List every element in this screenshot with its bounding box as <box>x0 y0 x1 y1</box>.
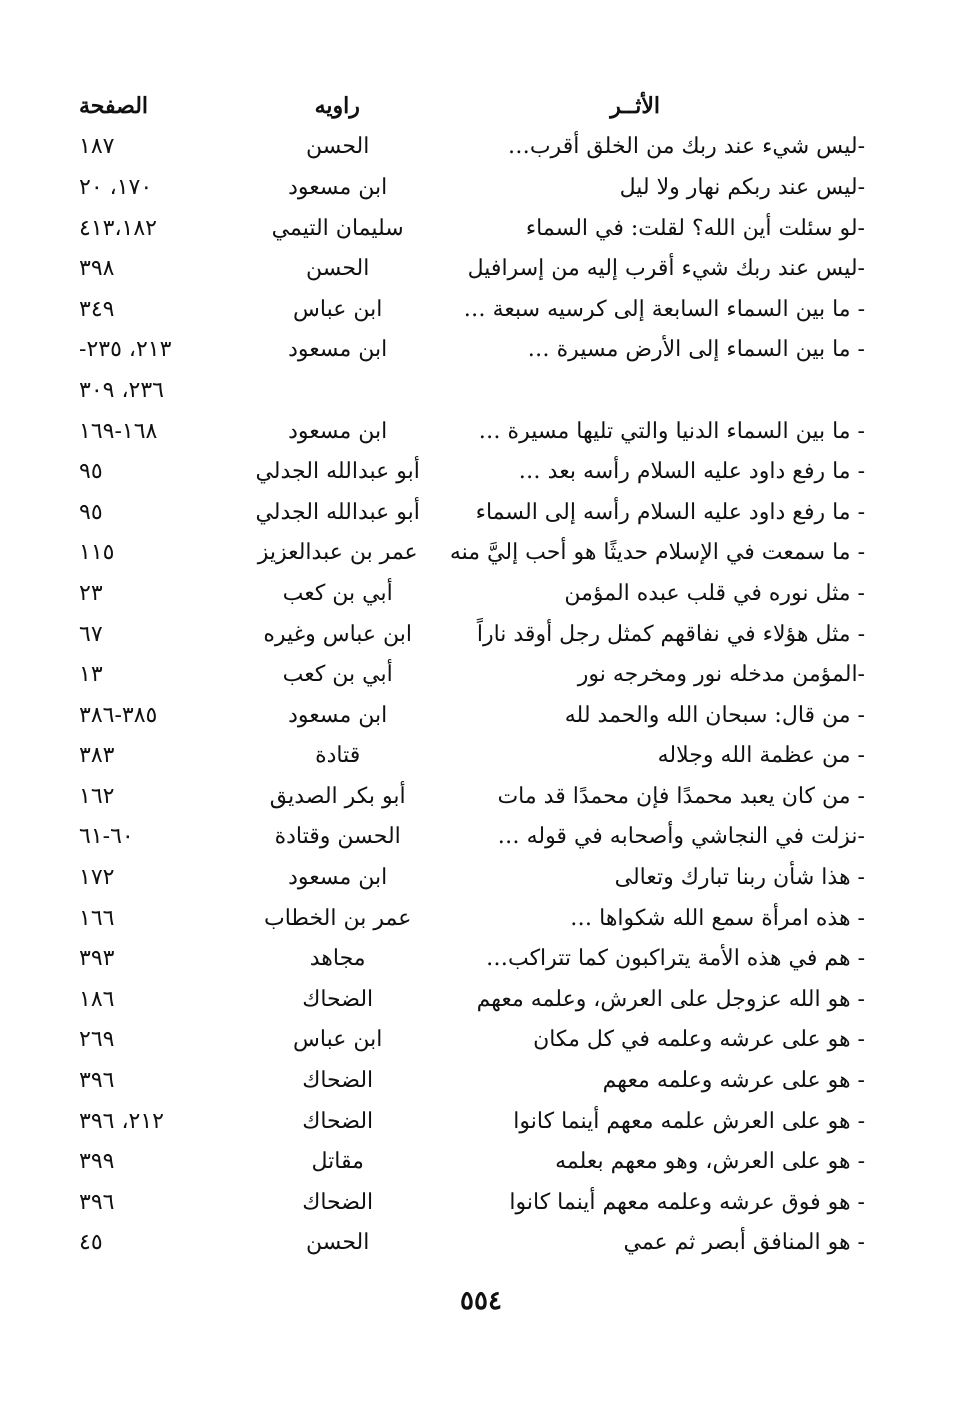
header-page: الصفحة <box>79 93 149 120</box>
table-row <box>75 370 865 411</box>
table-row <box>75 614 865 655</box>
page-refs: ٣٩٦ <box>79 1189 115 1215</box>
athar-text: - ما بين السماء إلى الأرض مسيرة … <box>527 337 865 363</box>
athar-text: - هو على العرش علمه معهم أينما كانوا <box>513 1108 865 1134</box>
rawi-name: الضحاك <box>302 986 374 1012</box>
athar-text: - ما بين السماء السابعة إلى كرسيه سبعة … <box>463 296 865 322</box>
page-refs: ١٨٧ <box>79 134 115 160</box>
page-refs: ١٧٠، ٢٠ <box>79 174 153 200</box>
table-row <box>75 695 865 736</box>
table-row <box>75 248 865 289</box>
table-row <box>75 1141 865 1182</box>
athar-text: -المؤمن مدخله نور ومخرجه نور <box>577 662 865 688</box>
rawi-name: الحسن وقتادة <box>274 824 401 850</box>
table-row <box>75 451 865 492</box>
page-refs: ٢٣٦، ٣٠٩ <box>79 377 164 403</box>
athar-text: -نزلت في النجاشي وأصحابه في قوله … <box>497 824 865 850</box>
athar-text: -ليس شيء عند ربك من الخلق أقرب… <box>507 134 865 160</box>
table-row <box>75 857 865 898</box>
athar-text: - مثل نوره في قلب عبده المؤمن <box>564 580 865 606</box>
page-refs: ٢٦٩ <box>79 1027 115 1053</box>
page-refs: ٢٣ <box>79 580 103 606</box>
table-row <box>75 1101 865 1142</box>
table-row <box>75 1182 865 1223</box>
table-row <box>75 330 865 371</box>
page-refs: ٣٩٨ <box>79 256 115 282</box>
rawi-name: مجاهد <box>309 946 366 972</box>
athar-text: - هو المنافق أبصر ثم عمي <box>623 1230 865 1256</box>
table-body <box>75 127 865 1264</box>
rawi-name: الحسن <box>305 134 370 160</box>
table-row <box>75 1223 865 1264</box>
page-number: ٥٥٤ <box>460 1286 502 1316</box>
rawi-name: ابن مسعود <box>288 865 388 891</box>
athar-text: - مثل هؤلاء في نفاقهم كمثل رجل أوقد ناراً <box>476 621 865 647</box>
page-refs: ٤٥ <box>79 1230 103 1256</box>
table-row <box>75 533 865 574</box>
table-row <box>75 167 865 208</box>
rawi-name: قتادة <box>315 743 361 769</box>
rawi-name: ابن مسعود <box>288 702 388 728</box>
page-refs: ٣٩٩ <box>79 1149 115 1175</box>
rawi-name: الحسن <box>305 256 370 282</box>
athar-text: - من عظمة الله وجلاله <box>657 743 865 769</box>
rawi-name: أبو بكر الصديق <box>269 783 406 809</box>
page-refs: ١٦٦ <box>79 905 115 931</box>
table-row <box>75 817 865 858</box>
header-rawi: راويه <box>314 93 360 120</box>
table-row <box>75 736 865 777</box>
table-row <box>75 127 865 168</box>
rawi-name: ابن مسعود <box>288 337 388 363</box>
rawi-name: عمر بن عبدالعزيز <box>257 540 418 566</box>
athar-text: - ما بين السماء الدنيا والتي تليها مسيرة … <box>478 418 865 444</box>
rawi-name: ابن عباس <box>293 296 383 322</box>
page-refs: ١٦٨-١٦٩ <box>79 418 158 444</box>
page-refs: ٣٩٦ <box>79 1068 115 1094</box>
athar-text: -لو سئلت أين الله؟ لقلت: في السماء <box>525 215 865 241</box>
page-refs: ٩٥ <box>79 499 103 525</box>
athar-text: - هم في هذه الأمة يتراكبون كما تتراكب… <box>485 946 865 972</box>
table-row <box>75 654 865 695</box>
table-header <box>75 86 865 127</box>
rawi-name: أبو عبدالله الجدلي <box>255 459 420 485</box>
table-row <box>75 898 865 939</box>
athar-text: - هو الله عزوجل على العرش، وعلمه معهم <box>476 986 865 1012</box>
rawi-name: أبي بن كعب <box>282 580 393 606</box>
header-athar: الأثــر <box>610 93 660 120</box>
page-refs: ٤١٣،١٨٢ <box>79 215 157 241</box>
page-refs: ١١٥ <box>79 540 115 566</box>
athar-text: - ما رفع داود عليه السلام رأسه بعد … <box>518 459 865 485</box>
page-refs: ٢١٣، ٢٣٥- <box>79 337 172 363</box>
athar-text: - هو على عرشه وعلمه معهم <box>602 1068 865 1094</box>
table-row <box>75 411 865 452</box>
athar-text: - من قال: سبحان الله والحمد لله <box>564 702 865 728</box>
rawi-name: أبو عبدالله الجدلي <box>255 499 420 525</box>
athar-text: - ما رفع داود عليه السلام رأسه إلى السماء <box>475 499 865 525</box>
index-table <box>75 86 865 1263</box>
page-refs: ٦٠-٦١ <box>79 824 134 850</box>
page-refs: ٣٩٣ <box>79 946 115 972</box>
rawi-name: عمر بن الخطاب <box>264 905 412 931</box>
table-row <box>75 289 865 330</box>
page-refs: ٢١٢، ٣٩٦ <box>79 1108 164 1134</box>
athar-text: - ما سمعت في الإسلام حديثًا هو أحب إليَّ منه <box>449 540 865 566</box>
rawi-name: سليمان التيمي <box>271 215 404 241</box>
athar-text: -ليس عند ربكم نهار ولا ليل <box>619 174 865 200</box>
table-row <box>75 979 865 1020</box>
athar-text: - هو على العرش، وهو معهم بعلمه <box>555 1149 865 1175</box>
page-refs: ١٣ <box>79 662 103 688</box>
page-refs: ١٨٦ <box>79 986 115 1012</box>
table-row <box>75 776 865 817</box>
athar-text: - هذا شأن ربنا تبارك وتعالى <box>614 865 865 891</box>
rawi-name: أبي بن كعب <box>282 662 393 688</box>
rawi-name: ابن مسعود <box>288 418 388 444</box>
athar-text: - هذه امرأة سمع الله شكواها … <box>570 905 865 931</box>
athar-text: - من كان يعبد محمدًا فإن محمدًا قد مات <box>497 783 865 809</box>
rawi-name: ابن عباس وغيره <box>263 621 413 647</box>
table-row <box>75 1020 865 1061</box>
page-refs: ٣٨٥-٣٨٦ <box>79 702 158 728</box>
rawi-name: الضحاك <box>302 1108 374 1134</box>
rawi-name: الضحاك <box>302 1068 374 1094</box>
page-refs: ١٦٢ <box>79 783 115 809</box>
page-refs: ٣٨٣ <box>79 743 115 769</box>
page-refs: ٦٧ <box>79 621 103 647</box>
athar-text: - هو على عرشه وعلمه في كل مكان <box>533 1027 865 1053</box>
table-row <box>75 938 865 979</box>
table-row <box>75 573 865 614</box>
table-row <box>75 492 865 533</box>
rawi-name: ابن عباس <box>293 1027 383 1053</box>
athar-text: - هو فوق عرشه وعلمه معهم أينما كانوا <box>509 1189 865 1215</box>
rawi-name: ابن مسعود <box>288 174 388 200</box>
page-refs: ٩٥ <box>79 459 103 485</box>
rawi-name: مقاتل <box>311 1149 364 1175</box>
athar-text: -ليس عند ربك شيء أقرب إليه من إسرافيل <box>467 256 865 282</box>
table-row <box>75 1060 865 1101</box>
rawi-name: الضحاك <box>302 1189 374 1215</box>
table-row <box>75 208 865 249</box>
rawi-name: الحسن <box>305 1230 370 1256</box>
page-refs: ٣٤٩ <box>79 296 115 322</box>
page-refs: ١٧٢ <box>79 865 115 891</box>
